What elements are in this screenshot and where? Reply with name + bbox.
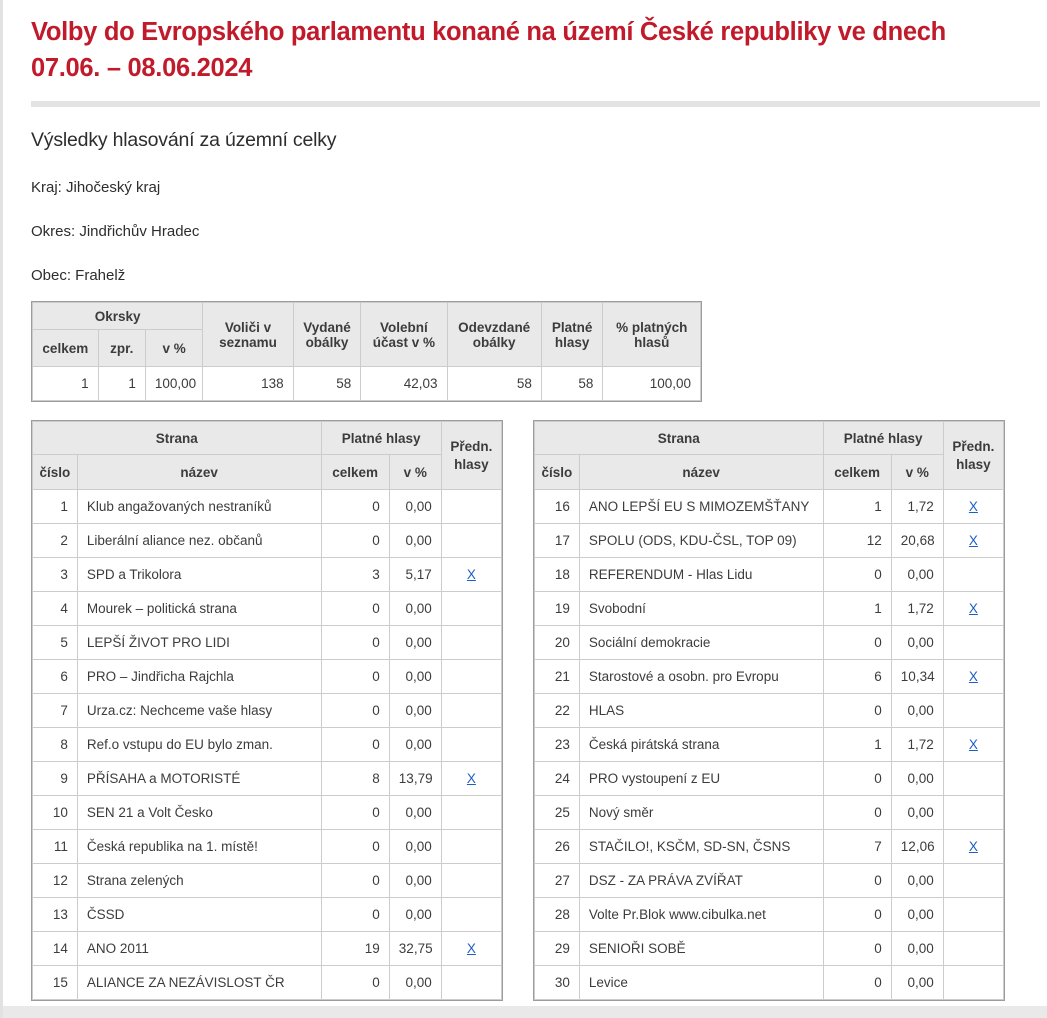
party-number-cell: 11 xyxy=(33,830,78,864)
party-name-cell: Klub angažovaných nestraníků xyxy=(77,490,321,524)
party-percent-cell: 0,00 xyxy=(389,626,441,660)
party-name-cell: STAČILO!, KSČM, SD-SN, ČSNS xyxy=(579,830,823,864)
preferential-votes-cell xyxy=(441,694,501,728)
party-row xyxy=(33,490,502,524)
preferential-votes-link[interactable]: X xyxy=(968,839,978,855)
party-name-cell: PRO vystoupení z EU xyxy=(579,762,823,796)
party-number-cell: 8 xyxy=(33,728,78,762)
preferential-votes-cell xyxy=(943,592,1003,626)
party-percent-cell: 0,00 xyxy=(389,592,441,626)
party-name-cell: DSZ - ZA PRÁVA ZVÍŘAT xyxy=(579,864,823,898)
party-number-cell: 28 xyxy=(535,898,580,932)
party-name-cell: Mourek – politická strana xyxy=(77,592,321,626)
summary-table xyxy=(32,302,701,401)
party-name-cell: SENIOŘI SOBĚ xyxy=(579,932,823,966)
party-total-votes-cell: 0 xyxy=(823,796,891,830)
party-row xyxy=(535,558,1004,592)
party-percent-cell: 0,00 xyxy=(389,898,441,932)
party-table-left xyxy=(32,421,502,1000)
party-name-cell: ČSSD xyxy=(77,898,321,932)
party-total-votes-cell: 0 xyxy=(321,524,389,558)
party-row xyxy=(535,728,1004,762)
col-header-v-pct: v % xyxy=(891,455,943,490)
section-title: Výsledky hlasování za územní celky xyxy=(31,129,337,152)
col-header-platne-hlasy: Platné hlasy xyxy=(823,422,943,455)
party-total-votes-cell: 0 xyxy=(321,490,389,524)
party-number-cell: 4 xyxy=(33,592,78,626)
party-percent-cell: 0,00 xyxy=(389,728,441,762)
party-total-votes-cell: 0 xyxy=(321,694,389,728)
preferential-votes-cell xyxy=(943,864,1003,898)
predn-hlasy-line1: Předn. xyxy=(450,438,493,454)
preferential-votes-link[interactable]: X xyxy=(968,499,978,515)
party-percent-cell: 1,72 xyxy=(891,490,943,524)
preferential-votes-cell xyxy=(943,932,1003,966)
party-number-cell: 6 xyxy=(33,660,78,694)
col-header-okrsky-v-pct: v % xyxy=(145,330,202,367)
preferential-votes-link[interactable]: X xyxy=(968,669,978,685)
party-row xyxy=(535,694,1004,728)
party-row xyxy=(33,796,502,830)
preferential-votes-link[interactable]: X xyxy=(466,567,476,583)
region-label: Kraj: Jihočeský kraj xyxy=(31,179,161,197)
col-header-strana: Strana xyxy=(535,422,824,455)
party-number-cell: 29 xyxy=(535,932,580,966)
preferential-votes-cell xyxy=(441,728,501,762)
party-row xyxy=(33,592,502,626)
party-number-cell: 22 xyxy=(535,694,580,728)
summary-table-frame xyxy=(31,301,702,402)
vydane-obalky-value: 58 xyxy=(293,367,361,401)
col-header-odevzdane-obalky: Odevzdané obálky xyxy=(447,303,541,367)
platne-hlasy-value: 58 xyxy=(541,367,603,401)
party-total-votes-cell: 0 xyxy=(321,626,389,660)
party-name-cell: Strana zelených xyxy=(77,864,321,898)
party-name-cell: Liberální aliance nez. občanů xyxy=(77,524,321,558)
party-total-votes-cell: 1 xyxy=(823,490,891,524)
preferential-votes-cell xyxy=(441,966,501,1000)
party-total-votes-cell: 1 xyxy=(823,592,891,626)
party-name-cell: Česká republika na 1. místě! xyxy=(77,830,321,864)
preferential-votes-cell xyxy=(441,626,501,660)
party-percent-cell: 0,00 xyxy=(891,966,943,1000)
party-table-left-frame xyxy=(31,420,503,1001)
party-number-cell: 23 xyxy=(535,728,580,762)
party-number-cell: 2 xyxy=(33,524,78,558)
party-name-cell: ANO 2011 xyxy=(77,932,321,966)
party-name-cell: Levice xyxy=(579,966,823,1000)
party-number-cell: 1 xyxy=(33,490,78,524)
party-total-votes-cell: 3 xyxy=(321,558,389,592)
party-name-cell: ANO LEPŠÍ EU S MIMOZEMŠŤANY xyxy=(579,490,823,524)
content-area xyxy=(0,14,1047,1001)
party-percent-cell: 0,00 xyxy=(891,864,943,898)
party-name-cell: Nový směr xyxy=(579,796,823,830)
col-header-volici-v-seznamu: Voliči v seznamu xyxy=(203,303,293,367)
party-total-votes-cell: 12 xyxy=(823,524,891,558)
party-row xyxy=(33,898,502,932)
party-row xyxy=(33,626,502,660)
party-row xyxy=(33,932,502,966)
col-header-nazev: název xyxy=(77,455,321,490)
preferential-votes-cell xyxy=(441,490,501,524)
preferential-votes-cell xyxy=(943,490,1003,524)
party-percent-cell: 1,72 xyxy=(891,592,943,626)
party-row xyxy=(535,932,1004,966)
party-total-votes-cell: 0 xyxy=(321,830,389,864)
party-percent-cell: 0,00 xyxy=(389,966,441,1000)
okrsky-celkem-value: 1 xyxy=(33,367,99,401)
party-name-cell: Česká pirátská strana xyxy=(579,728,823,762)
party-row xyxy=(33,524,502,558)
preferential-votes-link[interactable]: X xyxy=(968,601,978,617)
preferential-votes-cell xyxy=(943,830,1003,864)
party-name-cell: Sociální demokracie xyxy=(579,626,823,660)
party-number-cell: 26 xyxy=(535,830,580,864)
left-edge-strip xyxy=(0,0,3,1018)
col-header-okrsky-zpr: zpr. xyxy=(98,330,145,367)
party-number-cell: 5 xyxy=(33,626,78,660)
party-number-cell: 21 xyxy=(535,660,580,694)
party-row xyxy=(33,864,502,898)
party-percent-cell: 13,79 xyxy=(389,762,441,796)
party-number-cell: 10 xyxy=(33,796,78,830)
bottom-edge-strip xyxy=(0,1006,1047,1018)
party-row xyxy=(535,626,1004,660)
party-name-cell: SPOLU (ODS, KDU-ČSL, TOP 09) xyxy=(579,524,823,558)
col-header-nazev: název xyxy=(579,455,823,490)
party-number-cell: 25 xyxy=(535,796,580,830)
col-header-volebni-ucast: Volební účast v % xyxy=(361,303,447,367)
page-title: Volby do Evropského parlamentu konané na území České republiky ve dnech 07.06. – 08.06.2024 xyxy=(31,18,946,83)
party-percent-cell: 10,34 xyxy=(891,660,943,694)
party-row xyxy=(33,660,502,694)
preferential-votes-cell xyxy=(441,558,501,592)
col-header-pct-platnych-hlasu: % platných hlasů xyxy=(603,303,701,367)
preferential-votes-cell xyxy=(441,660,501,694)
party-name-cell: Urza.cz: Nechceme vaše hlasy xyxy=(77,694,321,728)
preferential-votes-cell xyxy=(441,796,501,830)
party-percent-cell: 0,00 xyxy=(389,864,441,898)
party-percent-cell: 0,00 xyxy=(389,660,441,694)
party-table-right xyxy=(534,421,1004,1000)
preferential-votes-cell xyxy=(943,626,1003,660)
party-percent-cell: 0,00 xyxy=(891,558,943,592)
okrsky-v-pct-value: 100,00 xyxy=(145,367,202,401)
party-percent-cell: 0,00 xyxy=(389,830,441,864)
party-row xyxy=(535,830,1004,864)
party-percent-cell: 0,00 xyxy=(389,490,441,524)
party-total-votes-cell: 0 xyxy=(321,728,389,762)
preferential-votes-cell xyxy=(441,592,501,626)
col-header-celkem: celkem xyxy=(321,455,389,490)
party-row xyxy=(33,694,502,728)
party-number-cell: 16 xyxy=(535,490,580,524)
party-percent-cell: 0,00 xyxy=(389,694,441,728)
party-row xyxy=(535,660,1004,694)
title-divider xyxy=(31,101,1040,107)
preferential-votes-cell xyxy=(943,728,1003,762)
col-header-celkem: celkem xyxy=(823,455,891,490)
preferential-votes-link[interactable]: X xyxy=(466,771,476,787)
preferential-votes-cell xyxy=(441,830,501,864)
odevzdane-obalky-value: 58 xyxy=(447,367,541,401)
party-percent-cell: 0,00 xyxy=(891,694,943,728)
col-header-v-pct: v % xyxy=(389,455,441,490)
okrsky-zpr-value: 1 xyxy=(98,367,145,401)
volici-v-seznamu-value: 138 xyxy=(203,367,293,401)
party-number-cell: 20 xyxy=(535,626,580,660)
party-name-cell: Starostové a osobn. pro Evropu xyxy=(579,660,823,694)
col-header-okrsky: Okrsky xyxy=(33,303,203,330)
party-table-right-frame xyxy=(533,420,1005,1001)
party-total-votes-cell: 0 xyxy=(823,932,891,966)
party-name-cell: PŘÍSAHA a MOTORISTÉ xyxy=(77,762,321,796)
col-header-vydane-obalky: Vydané obálky xyxy=(293,303,361,367)
summary-row xyxy=(33,367,701,401)
party-percent-cell: 0,00 xyxy=(389,524,441,558)
preferential-votes-cell xyxy=(943,694,1003,728)
col-header-platne-hlasy: Platné hlasy xyxy=(321,422,441,455)
party-total-votes-cell: 0 xyxy=(823,558,891,592)
preferential-votes-cell xyxy=(943,966,1003,1000)
party-total-votes-cell: 8 xyxy=(321,762,389,796)
party-number-cell: 13 xyxy=(33,898,78,932)
predn-hlasy-line2: hlasy xyxy=(454,456,489,472)
party-row xyxy=(33,558,502,592)
preferential-votes-cell xyxy=(943,898,1003,932)
preferential-votes-cell xyxy=(943,660,1003,694)
preferential-votes-cell xyxy=(943,524,1003,558)
preferential-votes-cell xyxy=(441,898,501,932)
party-total-votes-cell: 0 xyxy=(321,592,389,626)
party-row xyxy=(535,592,1004,626)
party-percent-cell: 0,00 xyxy=(891,932,943,966)
party-total-votes-cell: 0 xyxy=(321,898,389,932)
party-row xyxy=(535,490,1004,524)
party-name-cell: Volte Pr.Blok www.cibulka.net xyxy=(579,898,823,932)
party-number-cell: 9 xyxy=(33,762,78,796)
party-row xyxy=(535,898,1004,932)
party-row xyxy=(33,830,502,864)
party-total-votes-cell: 0 xyxy=(823,966,891,1000)
party-row xyxy=(535,864,1004,898)
col-header-platne-hlasy: Platné hlasy xyxy=(541,303,603,367)
municipality-label: Obec: Frahelž xyxy=(31,267,126,285)
party-number-cell: 18 xyxy=(535,558,580,592)
party-row xyxy=(33,966,502,1000)
col-header-okrsky-celkem: celkem xyxy=(33,330,99,367)
party-total-votes-cell: 0 xyxy=(823,626,891,660)
party-total-votes-cell: 0 xyxy=(321,660,389,694)
volebni-ucast-value: 42,03 xyxy=(361,367,447,401)
party-percent-cell: 32,75 xyxy=(389,932,441,966)
party-total-votes-cell: 7 xyxy=(823,830,891,864)
preferential-votes-cell xyxy=(441,524,501,558)
preferential-votes-link[interactable]: X xyxy=(466,941,476,957)
party-row xyxy=(535,966,1004,1000)
party-percent-cell: 20,68 xyxy=(891,524,943,558)
party-name-cell: LEPŠÍ ŽIVOT PRO LIDI xyxy=(77,626,321,660)
party-number-cell: 3 xyxy=(33,558,78,592)
col-header-predn-hlasy xyxy=(441,422,501,490)
party-number-cell: 15 xyxy=(33,966,78,1000)
party-row xyxy=(535,524,1004,558)
party-name-cell: Svobodní xyxy=(579,592,823,626)
party-number-cell: 27 xyxy=(535,864,580,898)
party-total-votes-cell: 0 xyxy=(823,694,891,728)
col-header-cislo: číslo xyxy=(33,455,78,490)
col-header-predn-hlasy xyxy=(943,422,1003,490)
party-number-cell: 17 xyxy=(535,524,580,558)
party-total-votes-cell: 6 xyxy=(823,660,891,694)
party-percent-cell: 12,06 xyxy=(891,830,943,864)
party-name-cell: HLAS xyxy=(579,694,823,728)
party-total-votes-cell: 1 xyxy=(823,728,891,762)
party-name-cell: Ref.o vstupu do EU bylo zman. xyxy=(77,728,321,762)
col-header-cislo: číslo xyxy=(535,455,580,490)
predn-hlasy-line2: hlasy xyxy=(956,456,991,472)
party-number-cell: 19 xyxy=(535,592,580,626)
preferential-votes-cell xyxy=(441,762,501,796)
preferential-votes-link[interactable]: X xyxy=(968,737,978,753)
party-total-votes-cell: 0 xyxy=(823,762,891,796)
party-percent-cell: 0,00 xyxy=(891,796,943,830)
party-number-cell: 30 xyxy=(535,966,580,1000)
party-percent-cell: 0,00 xyxy=(891,762,943,796)
party-name-cell: SPD a Trikolora xyxy=(77,558,321,592)
col-header-strana: Strana xyxy=(33,422,322,455)
party-number-cell: 24 xyxy=(535,762,580,796)
party-total-votes-cell: 0 xyxy=(321,796,389,830)
party-name-cell: PRO – Jindřicha Rajchla xyxy=(77,660,321,694)
party-row xyxy=(33,728,502,762)
predn-hlasy-line1: Předn. xyxy=(952,438,995,454)
party-name-cell: ALIANCE ZA NEZÁVISLOST ČR xyxy=(77,966,321,1000)
party-number-cell: 12 xyxy=(33,864,78,898)
preferential-votes-link[interactable]: X xyxy=(968,533,978,549)
preferential-votes-cell xyxy=(441,864,501,898)
party-number-cell: 14 xyxy=(33,932,78,966)
party-percent-cell: 0,00 xyxy=(891,626,943,660)
party-number-cell: 7 xyxy=(33,694,78,728)
party-percent-cell: 1,72 xyxy=(891,728,943,762)
party-name-cell: SEN 21 a Volt Česko xyxy=(77,796,321,830)
party-percent-cell: 0,00 xyxy=(389,796,441,830)
party-row xyxy=(535,796,1004,830)
party-row xyxy=(33,762,502,796)
preferential-votes-cell xyxy=(441,932,501,966)
party-percent-cell: 0,00 xyxy=(891,898,943,932)
pct-platnych-hlasu-value: 100,00 xyxy=(603,367,701,401)
party-percent-cell: 5,17 xyxy=(389,558,441,592)
party-total-votes-cell: 0 xyxy=(321,864,389,898)
party-name-cell: REFERENDUM - Hlas Lidu xyxy=(579,558,823,592)
preferential-votes-cell xyxy=(943,558,1003,592)
district-label: Okres: Jindřichův Hradec xyxy=(31,223,200,241)
party-total-votes-cell: 0 xyxy=(321,966,389,1000)
party-total-votes-cell: 0 xyxy=(823,898,891,932)
party-row xyxy=(535,762,1004,796)
party-total-votes-cell: 0 xyxy=(823,864,891,898)
preferential-votes-cell xyxy=(943,796,1003,830)
party-total-votes-cell: 19 xyxy=(321,932,389,966)
preferential-votes-cell xyxy=(943,762,1003,796)
